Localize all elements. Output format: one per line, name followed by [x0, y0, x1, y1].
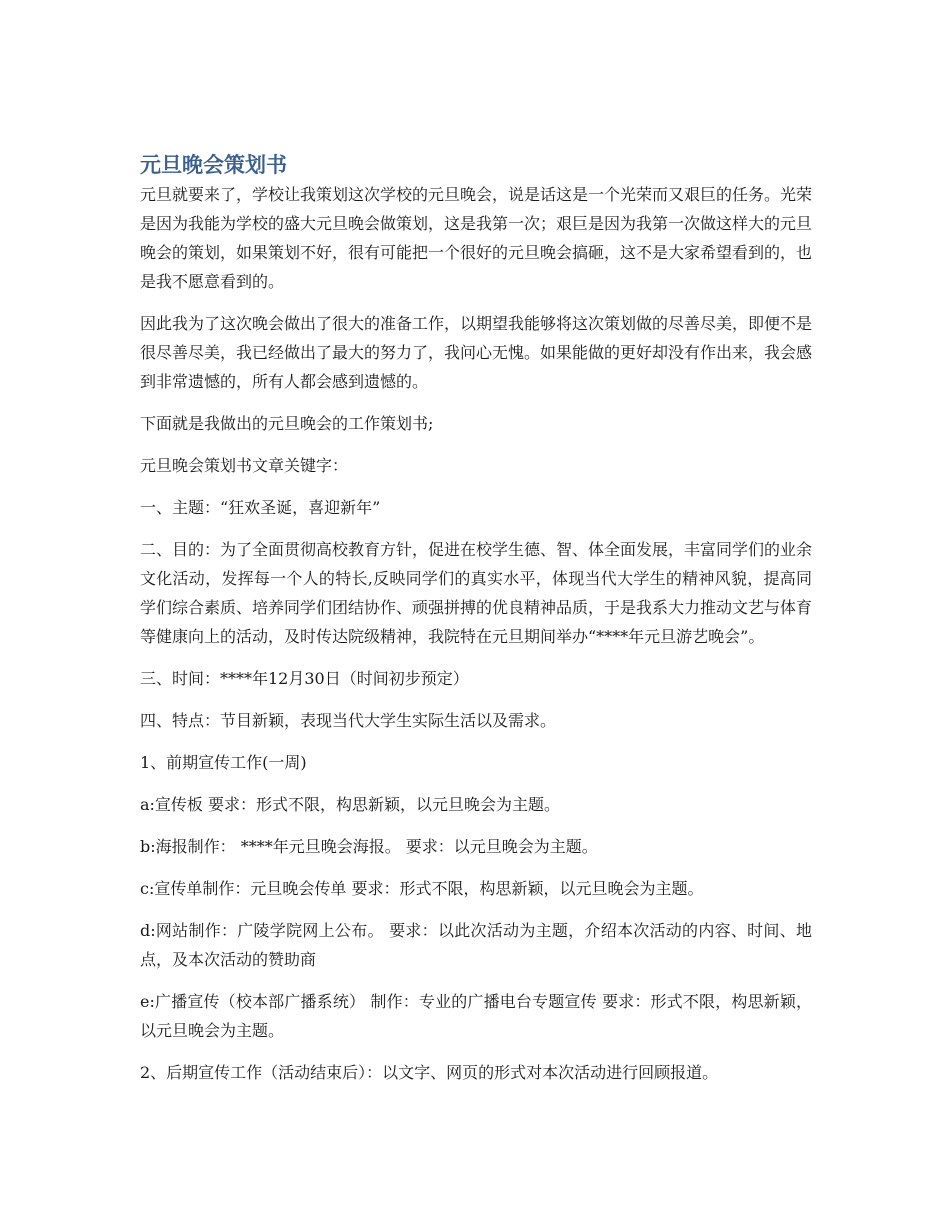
pre-publicity-heading: 1、前期宣传工作(一周) — [140, 753, 307, 772]
post-publicity-paragraph: 2、后期宣传工作（活动结束后）：以文字、网页的形式对本次活动进行回顾报道。 — [140, 1063, 719, 1082]
broadcast-item: e:广播宣传（校本部广播系统） 制作：专业的广播电台专题宣传 要求：形式不限，构思新颖，以元旦晚会为主题。 — [140, 992, 812, 1040]
time-paragraph: 三、时间：****年12月30日（时间初步预定） — [140, 669, 469, 688]
website-item: d:网站制作：广陵学院网上公布。 要求：以此次活动为主题，介绍本次活动的内容、时间、地点，及本次活动的赞助商 — [140, 921, 812, 969]
features-paragraph: 四、特点：节目新颖，表现当代大学生实际生活以及需求。 — [140, 711, 557, 730]
keywords-paragraph: 元旦晚会策划书文章关键字： — [140, 456, 349, 475]
preparation-paragraph: 因此我为了这次晚会做出了很大的准备工作，以期望我能够将这次策划做的尽善尽美，即便不是很尽善尽美，我已经做出了最大的努力了，我问心无愧。如果能做的更好却没有作出来，我会感到非常遗憾的，所有人都会感到遗憾的。 — [140, 314, 813, 391]
poster-item: b:海报制作： ****年元旦晚会海报。 要求：以元旦晚会为主题。 — [140, 837, 598, 856]
document-title: 元旦晚会策划书 — [140, 153, 287, 177]
leaflet-item: c:宣传单制作：元旦晚会传单 要求：形式不限，构思新颖，以元旦晚会为主题。 — [140, 879, 704, 898]
plan-intro-paragraph: 下面就是我做出的元旦晚会的工作策划书; — [140, 414, 434, 433]
theme-paragraph: 一、主题：“狂欢圣诞，喜迎新年” — [140, 498, 381, 517]
document-page — [140, 150, 812, 1100]
publicity-board-item: a:宣传板 要求：形式不限，构思新颖，以元旦晚会为主题。 — [140, 795, 561, 814]
purpose-paragraph: 二、目的：为了全面贯彻高校教育方针，促进在校学生德、智、体全面发展，丰富同学们的业余文化活动，发挥每一个人的特长,反映同学们的真实水平，体现当代大学生的精神风貌，提高同学们综合素质、培养同学们团结协作、顽强拼搏的优良精神品质，于是我系大力推动文艺与体育等健康向上的活动，及时传达院级精神，我院特在元旦期间举办“****年元旦游艺晚会”。 — [140, 540, 813, 646]
intro-paragraph: 元旦就要来了，学校让我策划这次学校的元旦晚会，说是话这是一个光荣而又艰巨的任务。光荣是因为我能为学校的盛大元旦晚会做策划，这是我第一次；艰巨是因为我第一次做这样大的元旦晚会的策划，如果策划不好，很有可能把一个很好的元旦晚会搞砸，这不是大家希望看到的，也是我不愿意看到的。 — [140, 185, 813, 291]
